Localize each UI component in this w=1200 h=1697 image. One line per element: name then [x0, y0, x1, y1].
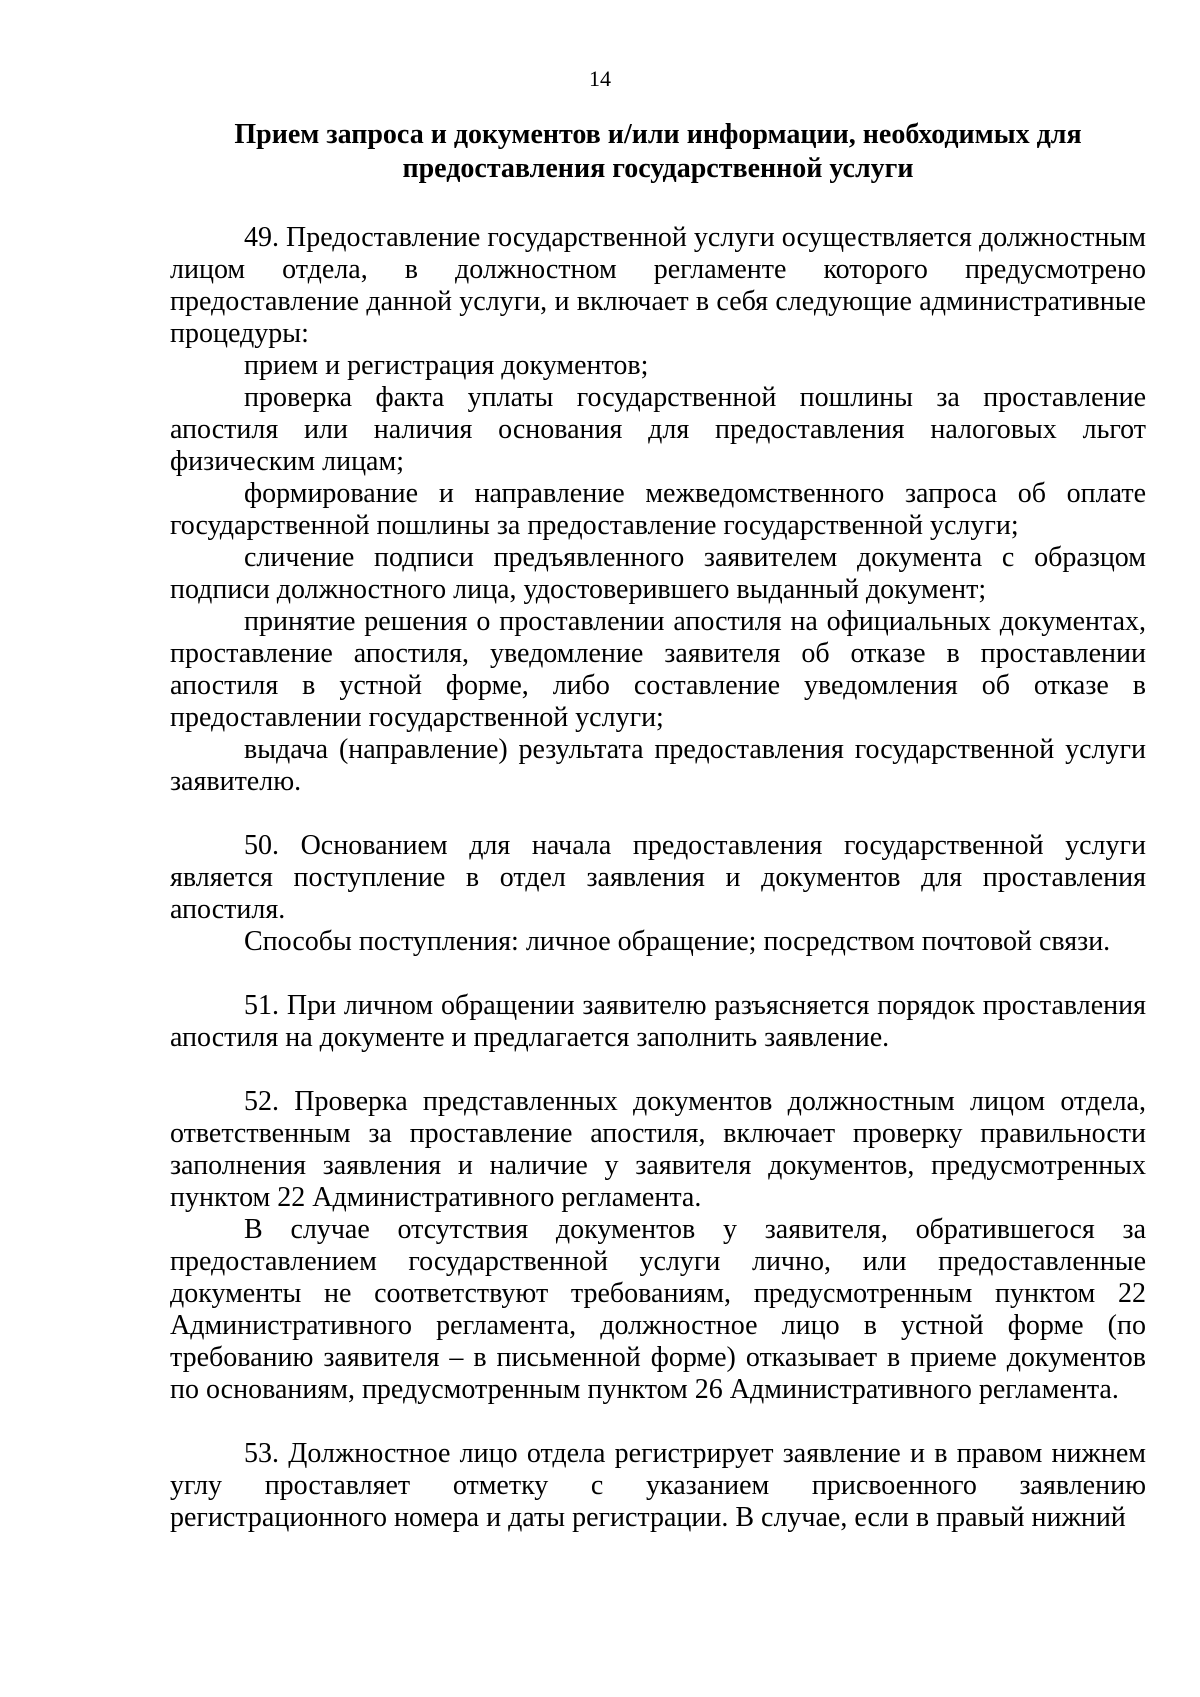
page-number: 14 — [589, 66, 611, 91]
document-body — [170, 222, 1146, 1534]
paragraph-52-refusal: В случае отсутствия документов у заявителя, обратившегося за предоставлением государственной услуги лично, или предоставленные документы не соответствуют требованиям, предусмотренным пунктом 22 Административного регламента, должностное лицо в устной форме (по требованию заявителя – в письменной форме) отказывает в приеме документов по основаниям, предусмотренным пунктом 26 Административного регламента. — [170, 1214, 1146, 1405]
list-item-signature-check: сличение подписи предъявленного заявителем документа с образцом подписи должностного лица, удостоверившего выданный документ; — [170, 542, 1146, 605]
section-heading: Прием запроса и документов и/или информации, необходимых для предоставления государственной услуги — [234, 119, 1082, 184]
paragraph-49: 49. Предоставление государственной услуги осуществляется должностным лицом отдела, в должностном регламенте которого предусмотрено предоставление данной услуги, и включает в себя следующие административные процедуры: — [170, 222, 1146, 349]
paragraph-51: 51. При личном обращении заявителю разъясняется порядок проставления апостиля на документе и предлагается заполнить заявление. — [170, 990, 1146, 1053]
paragraph-52: 52. Проверка представленных документов должностным лицом отдела, ответственным за проставление апостиля, включает проверку правильности заполнения заявления и наличие у заявителя документов, предусмотренных пунктом 22 Административного регламента. — [170, 1086, 1146, 1213]
list-item-reception: прием и регистрация документов; — [244, 350, 649, 381]
paragraph-53: 53. Должностное лицо отдела регистрирует заявление и в правом нижнем углу проставляет отметку с указанием присвоенного заявлению регистрационного номера и даты регистрации. В случае, если в правый нижний — [170, 1438, 1146, 1533]
list-item-decision: принятие решения о проставлении апостиля на официальных документах, проставление апостиля, уведомление заявителя об отказе в проставлении апостиля в устной форме, либо составление уведомления об отказе в предоставлении государственной услуги; — [170, 606, 1146, 733]
paragraph-50-methods: Способы поступления: личное обращение; посредством почтовой связи. — [244, 926, 1111, 957]
paragraph-50: 50. Основанием для начала предоставления государственной услуги является поступление в отдел заявления и документов для проставления апостиля. — [170, 830, 1146, 925]
list-item-fee-check: проверка факта уплаты государственной пошлины за проставление апостиля или наличия основания для предоставления налоговых льгот физическим лицам; — [170, 382, 1146, 477]
list-item-issuance: выдача (направление) результата предоставления государственной услуги заявителю. — [170, 734, 1146, 797]
list-item-interagency-request: формирование и направление межведомственного запроса об оплате государственной пошлины за предоставление государственной услуги; — [170, 478, 1146, 541]
